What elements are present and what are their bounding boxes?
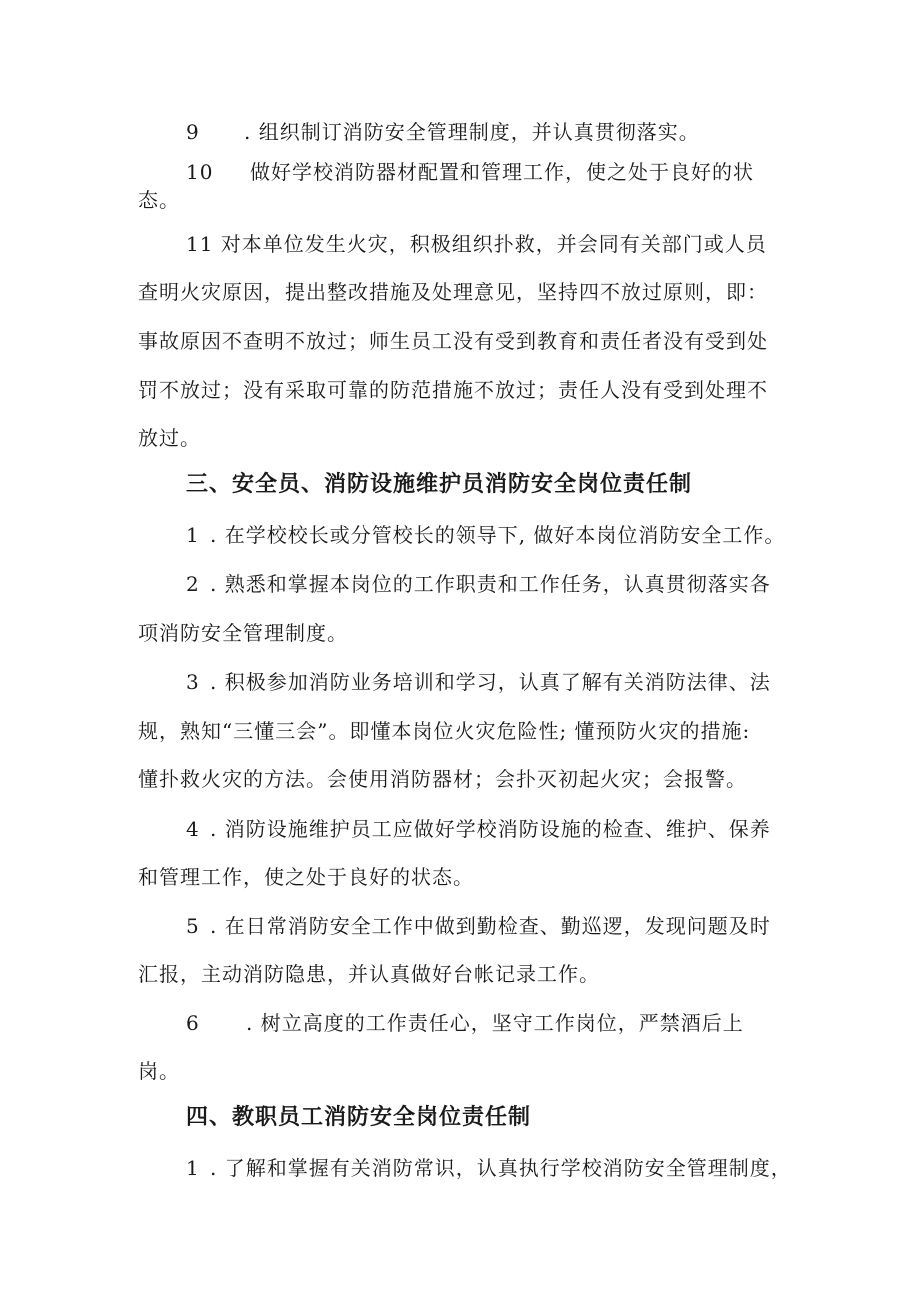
item-number: 1: [186, 523, 200, 547]
s3-item-4-line-2: 和管理工作，使之处于良好的状态。: [138, 865, 474, 889]
item-11-line-3: 事故原因不查明不放过；师生员工没有受到教育和责任者没有受到处: [138, 329, 768, 353]
s3-item-3-line-3: 懂扑救火灾的方法。会使用消防器材；会扑灭初起火灾；会报警。: [138, 767, 747, 791]
s3-item-2-line-1: [186, 570, 771, 598]
item-11-line-4: 罚不放过；没有采取可靠的防范措施不放过；责任人没有受到处理不: [138, 378, 768, 402]
section-3-heading: 三、安全员、消防设施维护员消防安全岗位责任制: [186, 472, 693, 497]
section-4-heading: 四、教职员工消防安全岗位责任制: [186, 1105, 532, 1130]
s3-item-5-line-2: 汇报，主动消防隐患，并认真做好台帐记录工作。: [138, 962, 600, 986]
item-10-line-2: 态。: [138, 188, 180, 212]
item-number: 9: [186, 120, 200, 144]
item-text: . 在日常消防安全工作中做到勤检查、勤巡逻，发现问题及时: [210, 914, 771, 938]
item-text: 做好学校消防器材配置和管理工作，使之处于良好的状: [250, 160, 754, 184]
s4-item-1-line-1: [186, 1154, 792, 1182]
item-11-line-1: 11 对本单位发生火灾，积极组织扑救，并会同有关部门或人员: [186, 232, 767, 256]
item-number: 3: [186, 670, 200, 694]
item-number: 4: [186, 817, 200, 841]
item-text: . 熟悉和掌握本岗位的工作职责和工作任务，认真贯彻落实各: [210, 572, 771, 596]
s3-item-4-line-1: [186, 815, 771, 843]
item-10-line-1: [186, 158, 754, 186]
item-text: . 组织制订消防安全管理制度，并认真贯彻落实。: [244, 120, 700, 144]
s3-item-6-line-1: [186, 1009, 744, 1037]
s3-item-3-line-2: 规，熟知“三懂三会”。即懂本岗位火灾危险性; 懂预防火灾的措施:: [138, 719, 751, 743]
item-text: . 在学校校长或分管校长的领导下, 做好本岗位消防安全工作。: [210, 523, 786, 547]
item-9-line-1: [186, 118, 700, 146]
item-text: . 树立高度的工作责任心，坚守工作岗位，严禁酒后上: [246, 1011, 744, 1035]
s3-item-3-line-1: [186, 668, 771, 696]
item-number: 1: [186, 1156, 200, 1180]
item-number: 10: [186, 160, 214, 184]
s3-item-5-line-1: [186, 912, 771, 940]
s3-item-1-line-1: [186, 521, 785, 549]
s3-item-2-line-2: 项消防安全管理制度。: [138, 621, 348, 645]
item-number: 5: [186, 914, 200, 938]
item-11-line-2: 查明火灾原因，提出整改措施及处理意见，坚持四不放过原则，即：: [138, 280, 768, 304]
item-number: 2: [186, 572, 200, 596]
item-text: . 了解和掌握有关消防常识，认真执行学校消防安全管理制度，: [210, 1156, 792, 1180]
item-text: . 积极参加消防业务培训和学习，认真了解有关消防法律、法: [210, 670, 771, 694]
s3-item-6-line-2: 岗。: [138, 1059, 180, 1083]
item-text: . 消防设施维护员工应做好学校消防设施的检查、维护、保养: [210, 817, 771, 841]
item-11-line-5: 放过。: [138, 426, 201, 450]
item-number: 6: [186, 1011, 200, 1035]
